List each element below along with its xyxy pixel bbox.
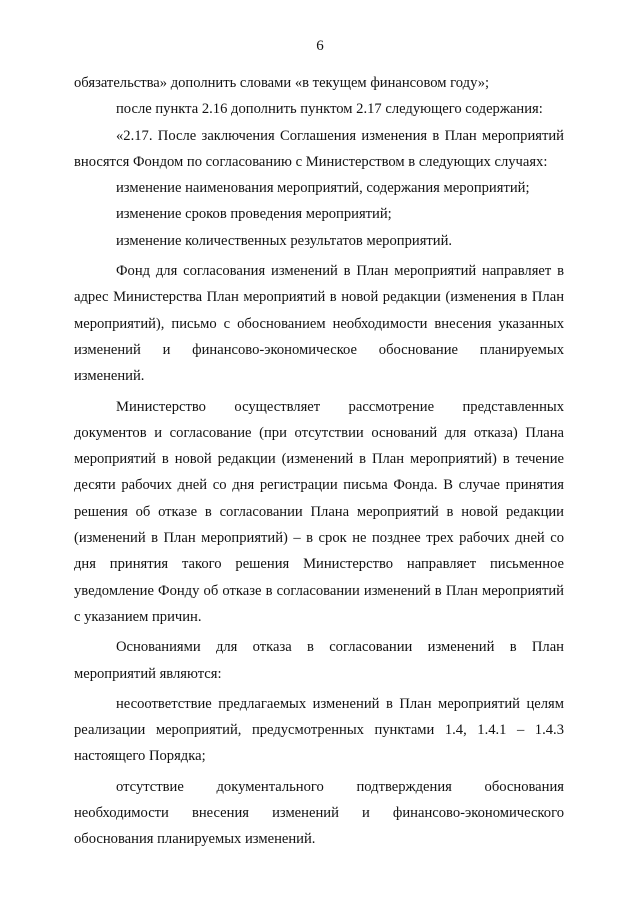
paragraph-continuation: обязательства» дополнить словами «в текущем финансовом году»; <box>74 75 490 91</box>
list-item-change-names: изменение наименования мероприятий, содержания мероприятий; <box>116 180 530 197</box>
paragraph-clause-2-17: «2.17. После заключения Соглашения изменения в План мероприятий вносятся Фондом по согласованию с Министерством в следующих случаях: <box>74 127 564 170</box>
list-item-inconsistency: несоответствие предлагаемых изменений в План мероприятий целям реализации мероприятий, предусмотренных пунктами 1.4, 1.4.1 – 1.4.3 настоящего Порядка; <box>74 695 564 765</box>
paragraph-refusal-grounds: Основаниями для отказа в согласовании изменений в План мероприятий являются: <box>74 639 564 682</box>
list-item-no-justification: отсутствие документального подтверждения обоснования необходимости внесения изменений и финансово-экономического обоснования планируемых изменений. <box>74 778 564 848</box>
paragraph-fund-submission: Фонд для согласования изменений в План мероприятий направляет в адрес Министерства План мероприятий в новой редакции (изменения в План мероприятий), письмо с обоснованием необходимости внесения указанных изменений и финансово-экономическое обоснование планируемых изменений. <box>74 263 564 385</box>
paragraph-ministry-review: Министерство осуществляет рассмотрение представленных документов и согласование (при отсутствии оснований для отказа) Плана мероприятий в новой редакции (изменений в План мероприятий) в течение десяти рабочих дней со дня регистрации письма Фонда. В случае принятия решения об отказе в согласовании Плана мероприятий в новой редакции (изменений в План мероприятий) – в срок не позднее трех рабочих дней со дня принятия такого решения Министерство направляет письменное уведомление Фонду об отказе в согласовании изменений в План мероприятий с указанием причин. <box>74 398 564 625</box>
paragraph-amendment-intro: после пункта 2.16 дополнить пунктом 2.17 следующего содержания: <box>116 101 543 118</box>
list-item-change-dates: изменение сроков проведения мероприятий; <box>116 206 392 223</box>
list-item-change-results: изменение количественных результатов мероприятий. <box>116 232 453 249</box>
document-body <box>74 70 564 853</box>
page-number: 6 <box>316 38 324 54</box>
